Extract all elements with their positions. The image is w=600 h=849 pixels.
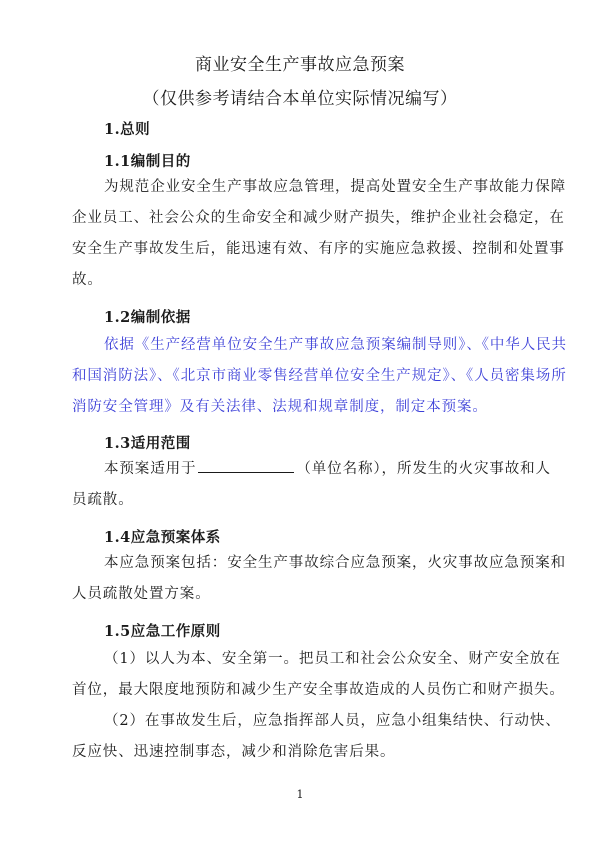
paragraph-line: 和国消防法》、《北京市商业零售经营单位安全生产规定》、《人员密集场所 xyxy=(72,368,567,384)
paragraph-line: 员疏散。 xyxy=(72,492,134,508)
section-heading-1-2: 1.2编制依据 xyxy=(104,309,191,326)
paragraph-line: 为规范企业安全生产事故应急管理，提高处置安全生产事故能力保障 xyxy=(104,179,566,195)
paragraph-line: 依据《生产经营单位安全生产事故应急预案编制导则》、《中华人民共 xyxy=(104,337,567,353)
paragraph-principles xyxy=(72,644,565,768)
paragraph-line: 安全生产事故发生后，能迅速有效、有序的实施应急救援、控制和处置事 xyxy=(72,241,565,257)
paragraph-purpose xyxy=(72,172,566,296)
paragraph-line: （2）在事故发生后，应急指挥部人员，应急小组集结快、行动快、 xyxy=(104,713,561,729)
paragraph-system xyxy=(72,548,566,610)
paragraph-line: 反应快、迅速控制事态，减少和消除危害后果。 xyxy=(72,744,396,760)
document-subtitle: （仅供参考请结合本单位实际情况编写） xyxy=(142,89,458,109)
section-heading-1: 1.总则 xyxy=(104,121,151,138)
scope-text-before: 本预案适用于 xyxy=(104,461,197,477)
paragraph-line xyxy=(72,454,551,485)
paragraph-line: 故。 xyxy=(72,272,103,288)
paragraph-line: （1）以人为本、安全第一。把员工和社会公众安全、财产安全放在 xyxy=(104,651,561,667)
paragraph-basis xyxy=(72,330,567,423)
paragraph-line: 首位，最大限度地预防和减少生产安全事故造成的人员伤亡和财产损失。 xyxy=(72,682,565,698)
section-heading-1-4: 1.4应急预案体系 xyxy=(104,529,221,546)
paragraph-scope xyxy=(72,454,551,516)
unit-name-blank xyxy=(198,458,294,473)
paragraph-line: 人员疏散处置方案。 xyxy=(72,586,211,602)
section-heading-1-3: 1.3适用范围 xyxy=(104,435,191,452)
section-heading-1-1: 1.1编制目的 xyxy=(104,153,191,170)
section-heading-1-5: 1.5应急工作原则 xyxy=(104,623,221,640)
page-number: 1 xyxy=(296,788,304,801)
paragraph-line: 企业员工、社会公众的生命安全和减少财产损失，维护企业社会稳定，在 xyxy=(72,210,565,226)
paragraph-line: 本应急预案包括：安全生产事故综合应急预案，火灾事故应急预案和 xyxy=(104,555,566,571)
document-title: 商业安全生产事故应急预案 xyxy=(195,55,405,75)
paragraph-line: 消防安全管理》及有关法律、法规和规章制度，制定本预案。 xyxy=(72,399,488,415)
scope-text-after: （单位名称），所发生的火灾事故和人 xyxy=(296,461,551,477)
